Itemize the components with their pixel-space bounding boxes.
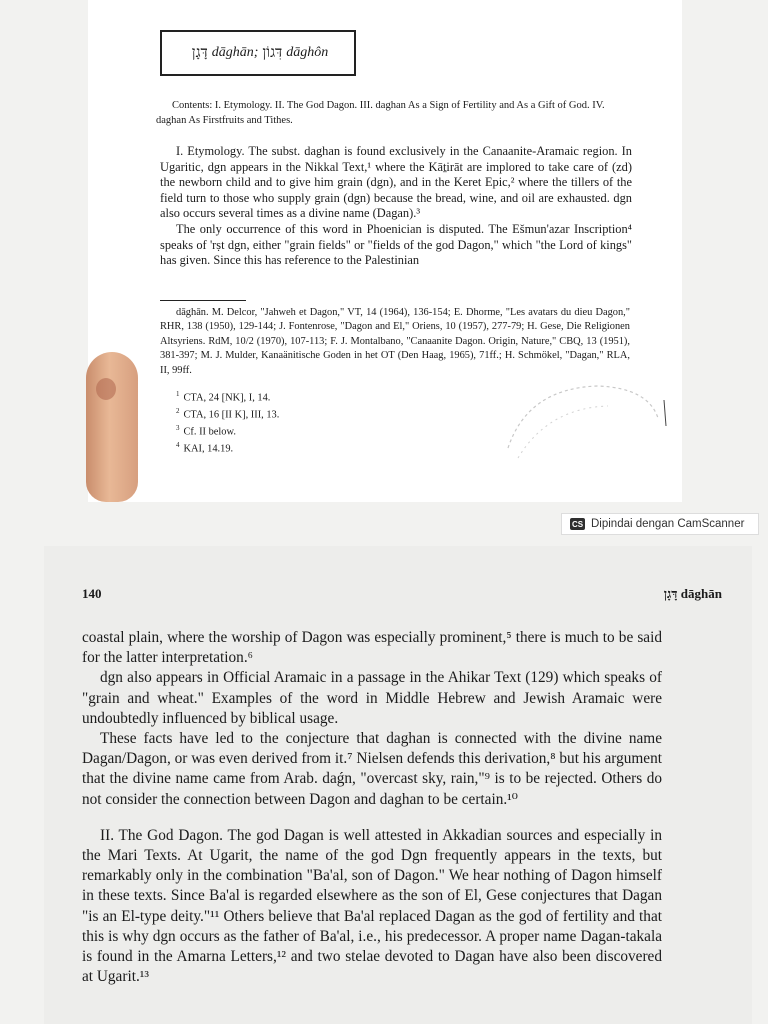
footnote: $^4$ KAI, 14.19. (176, 440, 234, 455)
bibliography-text: dāghān. M. Delcor, "Jahweh et Dagon," VT, 14 (1964), 136-154; E. Dhorme, "Les avatars du dieu Dagon," RHR, 138 (1950), 129-144; J. Fontenrose, "Dagon and El," Oriens, 10 (1957), 277-79; H. Gese, Die Religionen Altsyriens. RdM, 10/2 (1970), 107-113; F. J. Montalbano, "Canaanite Dagon. Origin, Nature," CBQ, 13 (1951), 381-397; M. J. Mulder, Kanaänitische Goden in het OT (Den Haag, 1965), 71ff.; H. Schmökel, "Dagan," RLA, II, 99ff. (160, 307, 630, 376)
faint-library-stamp (488, 378, 668, 474)
headword-translit-1: dāghān; (211, 45, 259, 60)
bibliography (160, 306, 630, 378)
page-number: 140 (82, 586, 102, 601)
camscanner-icon: CS (571, 519, 584, 529)
paragraph: dgn also appears in Official Aramaic in a passage in the Ahikar Text (129) which speaks of "grain and wheat." Examples of the word in Middle Hebrew and Jewish Aramaic were undoubtedly influenced by biblical usage. (82, 669, 662, 727)
running-title-hebrew: דָּגָן (663, 586, 678, 601)
camscanner-label: Dipindai dengan CamScanner (591, 518, 745, 530)
footnote: $^2$ CTA, 16 [II K], III, 13. (176, 406, 280, 421)
paragraph: I. Etymology. The subst. daghan is found exclusively in the Canaanite-Aramaic region. In Ugaritic, dgn appears in the Nikkal Text,¹ where the Kāṯirāt are implored to take care of (zd) the newborn child and to give him grain (dgn), and in the Keret Epic,² where the tillers of the field turn to those who supply grain (dgn) because the bread, wine, and oil are exhausted. dgn also occurs several times as a divine name (Dagan).³ (160, 144, 632, 221)
hebrew-headword-1: דָּגָן (191, 44, 208, 61)
footnote: $^3$ Cf. II below. (176, 423, 236, 438)
camscanner-watermark (561, 513, 759, 535)
running-title-translit: dāghān (680, 586, 722, 601)
etymology-text (160, 144, 632, 269)
scan-page-bottom (44, 546, 752, 1024)
footnote-list (176, 388, 279, 456)
scan-page-top (88, 0, 682, 502)
footnote-divider (160, 300, 246, 301)
headword-translit-2: dāghôn (286, 45, 329, 60)
paragraph: These facts have led to the conjecture that daghan is connected with the divine name Dagan/Dagon, or was even derived from it.⁷ Nielsen defends this derivation,⁸ but his argument that the divine name came from Arab. daǵn, "overcast sky, rain,"⁹ is to be rejected. Others do not consider the connection between Dagon and daghan to be certain.¹⁰ (82, 730, 662, 808)
hebrew-headword-2: דִּגוֹן (262, 44, 283, 61)
contents-line: Contents: I. Etymology. II. The God Dagon. III. daghan As a Sign of Fertility and As a Gift of God. IV. daghan As Firstfruits and Tithes. (156, 100, 605, 126)
running-head (82, 586, 722, 602)
running-title (664, 586, 722, 602)
page-140-text (82, 628, 662, 987)
section-ii-paragraph: II. The God Dagon. The god Dagan is well attested in Akkadian sources and especially in the Mari Texts. At Ugarit, the name of the god Dgn frequently appears in the texts, but remarkably only in the combination "Ba'al, son of Dagon." We hear nothing of Dagon himself in these texts. Since Ba'al is regarded elsewhere as the son of El, Gese conjectures that Dagan "is an El-type deity."¹¹ Others believe that Ba'al replaced Dagan as the god of fertility and that this is why dgn occurs as the father of Ba'al, i.e., his predecessor. A proper name Dagan-takala is found in the Amarna Letters,¹² and two stelae devoted to Dagan have also been discovered at Ugarit.¹³ (82, 826, 662, 986)
entry-heading-box (160, 30, 356, 76)
paragraph: The only occurrence of this word in Phoenician is disputed. The Ešmun'azar Inscription⁴ speaks of 'rṣt dgn, either "grain fields" or "fields of the god Dagon," which "the Lord of kings" has given. Since this has reference to the Palestinian (160, 221, 632, 268)
finger-photo-artifact (86, 352, 138, 502)
footnote: $^1$ CTA, 24 [NK], I, 14. (176, 390, 271, 404)
paragraph: coastal plain, where the worship of Dagon was especially prominent,⁵ there is much to be said for the latter interpretation.⁶ (82, 629, 662, 667)
